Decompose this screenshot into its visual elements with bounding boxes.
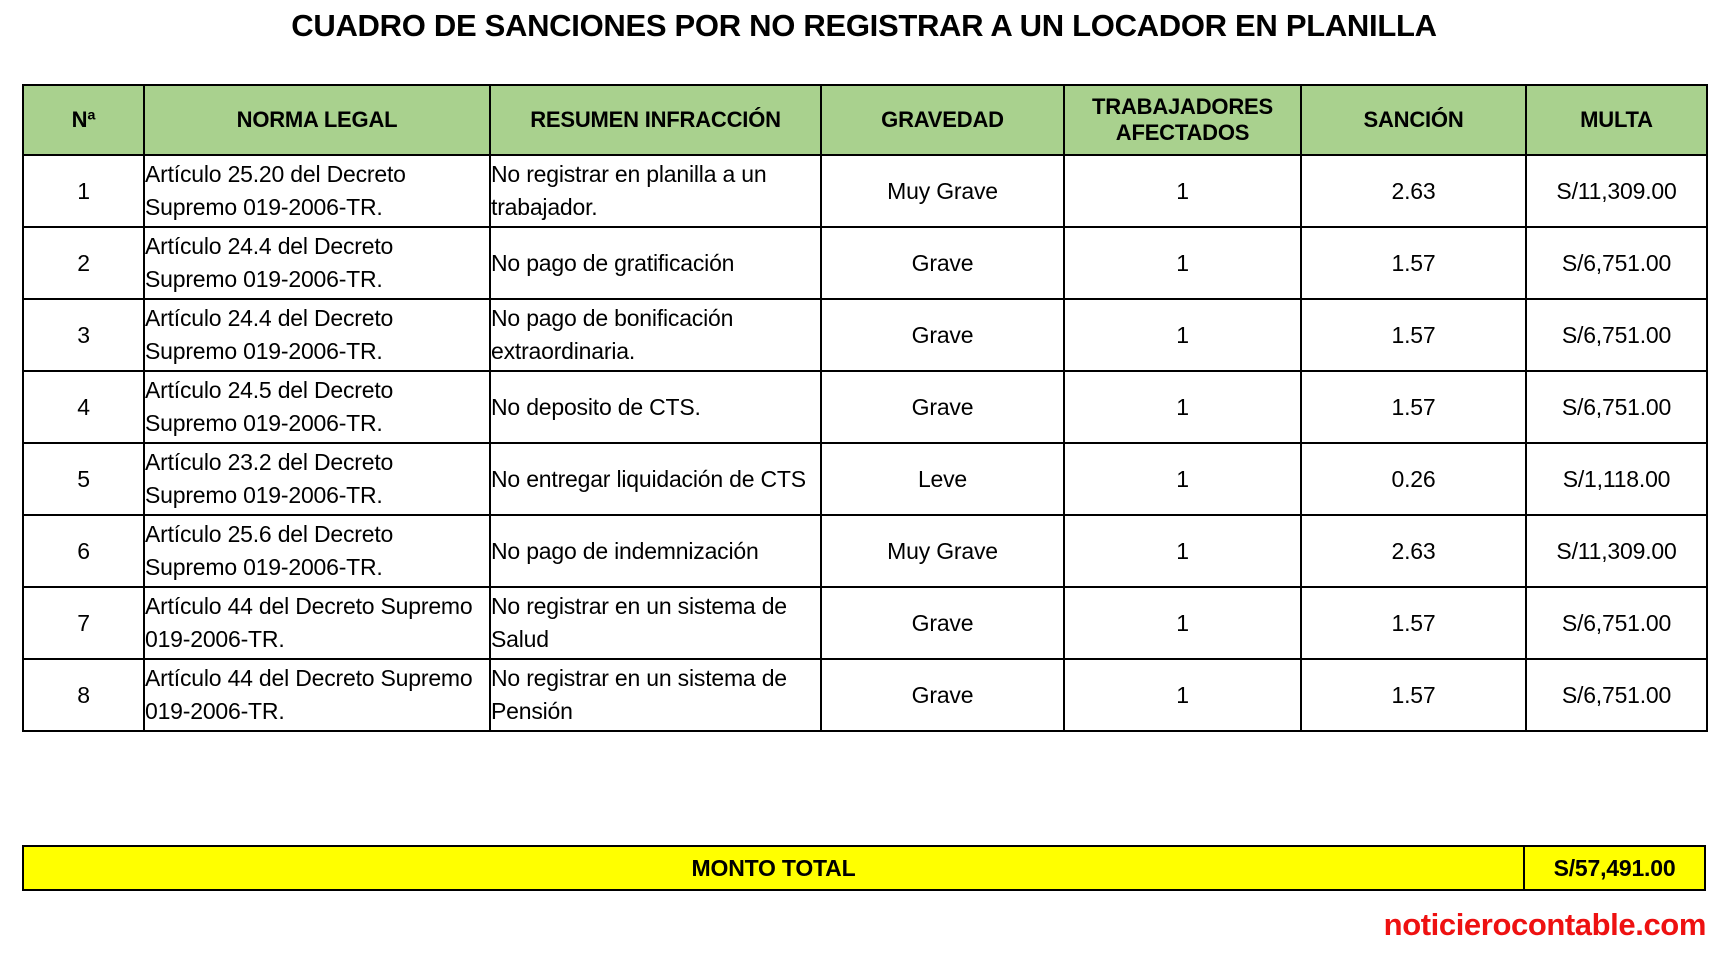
cell-sancion: 1.57 — [1301, 371, 1526, 443]
cell-multa: S/6,751.00 — [1526, 587, 1707, 659]
cell-multa: S/6,751.00 — [1526, 227, 1707, 299]
cell-trabajadores-afectados: 1 — [1064, 371, 1301, 443]
table-row — [23, 587, 1707, 659]
column-header-sancion: SANCIÓN — [1301, 85, 1526, 155]
cell-trabajadores-afectados: 1 — [1064, 155, 1301, 227]
cell-resumen-infraccion: No entregar liquidación de CTS — [490, 443, 821, 515]
cell-norma-legal: Artículo 25.6 del Decreto Supremo 019-2006-TR. — [144, 515, 490, 587]
cell-trabajadores-afectados: 1 — [1064, 659, 1301, 731]
cell-gravedad: Grave — [821, 587, 1064, 659]
cell-numero: 5 — [23, 443, 144, 515]
cell-resumen-infraccion: No pago de gratificación — [490, 227, 821, 299]
cell-gravedad: Grave — [821, 371, 1064, 443]
column-header-trabajadores-line1: TRABAJADORES — [1092, 94, 1273, 120]
cell-gravedad: Grave — [821, 659, 1064, 731]
cell-trabajadores-afectados: 1 — [1064, 515, 1301, 587]
cell-sancion: 1.57 — [1301, 299, 1526, 371]
monto-total-container — [22, 845, 1706, 891]
table-row — [23, 155, 1707, 227]
monto-total-value: S/57,491.00 — [1524, 846, 1705, 890]
cell-gravedad: Grave — [821, 227, 1064, 299]
table-header-row — [23, 85, 1707, 155]
cell-norma-legal: Artículo 23.2 del Decreto Supremo 019-2006-TR. — [144, 443, 490, 515]
cell-numero: 1 — [23, 155, 144, 227]
sanciones-table-container — [22, 84, 1706, 732]
table-row — [23, 443, 1707, 515]
cell-multa: S/11,309.00 — [1526, 515, 1707, 587]
table-row — [23, 299, 1707, 371]
cell-resumen-infraccion: No registrar en planilla a un trabajador. — [490, 155, 821, 227]
cell-resumen-infraccion: No registrar en un sistema de Pensión — [490, 659, 821, 731]
cell-numero: 2 — [23, 227, 144, 299]
column-header-numero: Nª — [23, 85, 144, 155]
table-row — [23, 659, 1707, 731]
cell-multa: S/6,751.00 — [1526, 659, 1707, 731]
cell-resumen-infraccion: No deposito de CTS. — [490, 371, 821, 443]
cell-sancion: 1.57 — [1301, 659, 1526, 731]
cell-gravedad: Grave — [821, 299, 1064, 371]
sanciones-table — [22, 84, 1708, 732]
cell-norma-legal: Artículo 24.4 del Decreto Supremo 019-2006-TR. — [144, 227, 490, 299]
table-header — [23, 85, 1707, 155]
cell-trabajadores-afectados: 1 — [1064, 227, 1301, 299]
column-header-trabajadores-line2: AFECTADOS — [1115, 120, 1250, 145]
cell-trabajadores-afectados: 1 — [1064, 587, 1301, 659]
column-header-resumen-infraccion: RESUMEN INFRACCIÓN — [490, 85, 821, 155]
cell-norma-legal: Artículo 25.20 del Decreto Supremo 019-2006-TR. — [144, 155, 490, 227]
cell-multa: S/11,309.00 — [1526, 155, 1707, 227]
cell-sancion: 1.57 — [1301, 227, 1526, 299]
cell-resumen-infraccion: No pago de bonificación extraordinaria. — [490, 299, 821, 371]
table-row — [23, 227, 1707, 299]
cell-gravedad: Muy Grave — [821, 515, 1064, 587]
monto-total-label: MONTO TOTAL — [23, 846, 1524, 890]
cell-norma-legal: Artículo 44 del Decreto Supremo 019-2006-TR. — [144, 659, 490, 731]
cell-numero: 3 — [23, 299, 144, 371]
cell-resumen-infraccion: No registrar en un sistema de Salud — [490, 587, 821, 659]
cell-numero: 7 — [23, 587, 144, 659]
cell-resumen-infraccion: No pago de indemnización — [490, 515, 821, 587]
page-title: CUADRO DE SANCIONES POR NO REGISTRAR A UN LOCADOR EN PLANILLA — [291, 8, 1437, 43]
cell-numero: 8 — [23, 659, 144, 731]
cell-multa: S/6,751.00 — [1526, 299, 1707, 371]
cell-gravedad: Leve — [821, 443, 1064, 515]
cell-multa: S/6,751.00 — [1526, 371, 1707, 443]
cell-sancion: 2.63 — [1301, 155, 1526, 227]
cell-trabajadores-afectados: 1 — [1064, 299, 1301, 371]
column-header-trabajadores-afectados — [1064, 85, 1301, 155]
column-header-multa: MULTA — [1526, 85, 1707, 155]
monto-total-row — [23, 846, 1705, 890]
column-header-gravedad: GRAVEDAD — [821, 85, 1064, 155]
table-row — [23, 515, 1707, 587]
column-header-norma-legal: NORMA LEGAL — [144, 85, 490, 155]
table-body — [23, 155, 1707, 731]
cell-norma-legal: Artículo 24.4 del Decreto Supremo 019-2006-TR. — [144, 299, 490, 371]
table-row — [23, 371, 1707, 443]
cell-sancion: 0.26 — [1301, 443, 1526, 515]
monto-total-table — [22, 845, 1706, 891]
cell-sancion: 2.63 — [1301, 515, 1526, 587]
cell-trabajadores-afectados: 1 — [1064, 443, 1301, 515]
cell-numero: 6 — [23, 515, 144, 587]
cell-numero: 4 — [23, 371, 144, 443]
site-branding[interactable]: noticierocontable.com — [1383, 907, 1706, 942]
cell-gravedad: Muy Grave — [821, 155, 1064, 227]
cell-sancion: 1.57 — [1301, 587, 1526, 659]
cell-multa: S/1,118.00 — [1526, 443, 1707, 515]
cell-norma-legal: Artículo 24.5 del Decreto Supremo 019-2006-TR. — [144, 371, 490, 443]
cell-norma-legal: Artículo 44 del Decreto Supremo 019-2006-TR. — [144, 587, 490, 659]
